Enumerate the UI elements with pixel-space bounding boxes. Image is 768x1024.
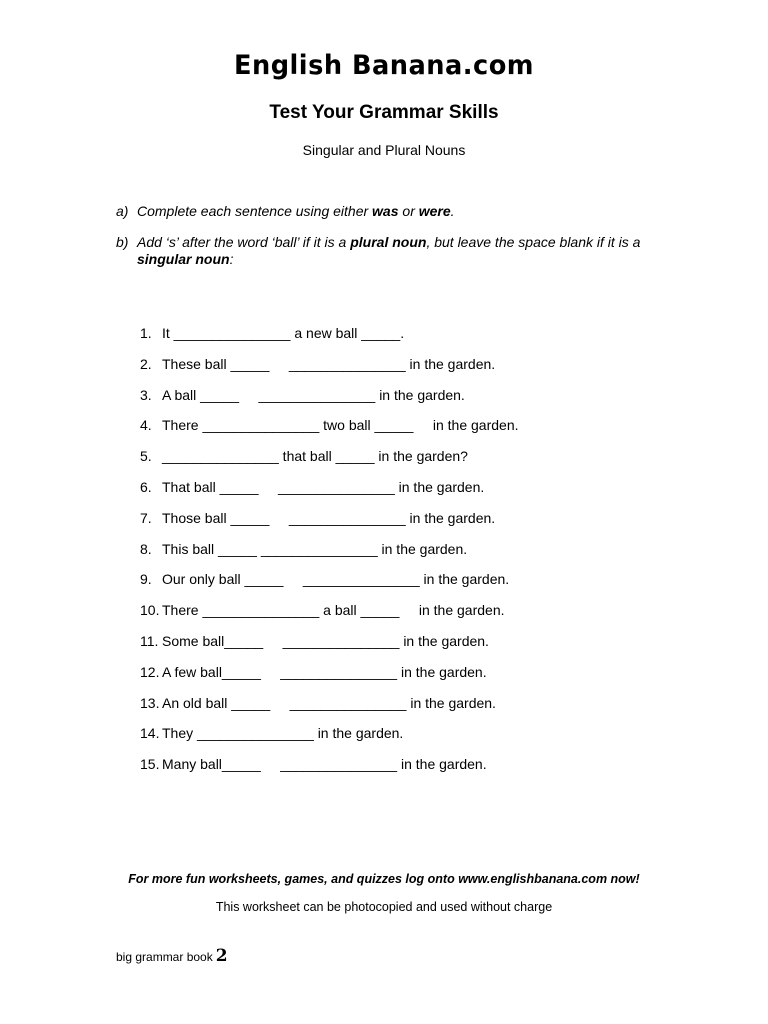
question-number: 6. [140,478,152,495]
question-number: 4. [140,417,152,434]
question-number: 7. [140,509,152,526]
instruction-a-end: . [450,203,455,219]
question-text: These ball _____ _______________ in the garden. [162,355,496,372]
question-text: Some ball_____ _______________ in the garden. [162,632,489,649]
instruction-b-letter: b) [116,234,129,250]
instruction-b-plural-noun: plural noun [350,234,427,250]
question-number: 3. [140,386,152,403]
instruction-b-end: : [229,251,234,267]
instruction-a [116,203,676,220]
question-text: Our only ball _____ _______________ in the garden. [162,571,510,588]
question-text: This ball _____ _______________ in the garden. [162,540,468,557]
question-item [140,541,660,572]
question-item [140,510,660,541]
site-logo: English Banana.com [233,50,535,81]
question-item [140,417,660,448]
question-number: 11. [140,632,159,649]
question-item [140,695,660,726]
question-text: Those ball _____ _______________ in the garden. [162,509,496,526]
question-item [140,725,660,756]
book-title: big grammar book [116,950,213,964]
page-number: 2 [215,946,228,966]
instruction-a-or: or [398,203,419,219]
question-item [140,356,660,387]
question-item [140,664,660,695]
question-list [140,325,660,787]
instruction-a-letter: a) [116,203,129,219]
question-item [140,756,660,787]
question-number: 14. [140,725,160,742]
question-number: 13. [140,694,160,711]
question-number: 10. [140,602,160,619]
question-number: 9. [140,571,152,588]
question-text: That ball _____ _______________ in the garden. [162,478,485,495]
question-item [140,602,660,633]
instruction-a-text: Complete each sentence using either [137,203,373,219]
worksheet-title: Test Your Grammar Skills [269,102,499,123]
question-item [140,387,660,418]
question-number: 2. [140,355,152,372]
question-text: Many ball_____ _______________ in the garden. [162,756,487,773]
question-number: 5. [140,448,152,465]
instruction-a-word-were: were [418,203,451,219]
question-item [140,633,660,664]
question-item [140,571,660,602]
question-text: A few ball_____ _______________ in the garden. [162,663,487,680]
question-text: An old ball _____ _______________ in the garden. [162,694,496,711]
question-number: 8. [140,540,152,557]
instruction-b [116,234,676,268]
footer-note: This worksheet can be photocopied and used without charge [215,900,553,914]
question-item [140,479,660,510]
question-text: _______________ that ball _____ in the garden? [162,448,468,465]
question-text: They _______________ in the garden. [162,725,404,742]
question-text: It _______________ a new ball _____. [162,325,405,341]
instruction-b-text: Add ‘s’ after the word ‘ball’ if it is a [137,234,351,250]
worksheet-subtitle: Singular and Plural Nouns [302,142,466,158]
question-text: There _______________ two ball _____ in the garden. [162,417,519,434]
footer-promo: For more fun worksheets, games, and quizzes log onto www.englishbanana.com now! [128,872,640,886]
question-item [140,448,660,479]
instruction-b-singular-noun: singular noun [137,251,230,267]
question-number: 1. [140,325,152,341]
question-number: 15. [140,756,160,773]
book-label [116,946,228,966]
question-text: A ball _____ _______________ in the garden. [162,386,465,403]
question-item [140,325,660,356]
question-text: There _______________ a ball _____ in the garden. [162,602,505,619]
question-number: 12. [140,663,160,680]
instruction-a-word-was: was [372,203,399,219]
instruction-b-middle: , but leave the space blank if it is a [426,234,641,250]
